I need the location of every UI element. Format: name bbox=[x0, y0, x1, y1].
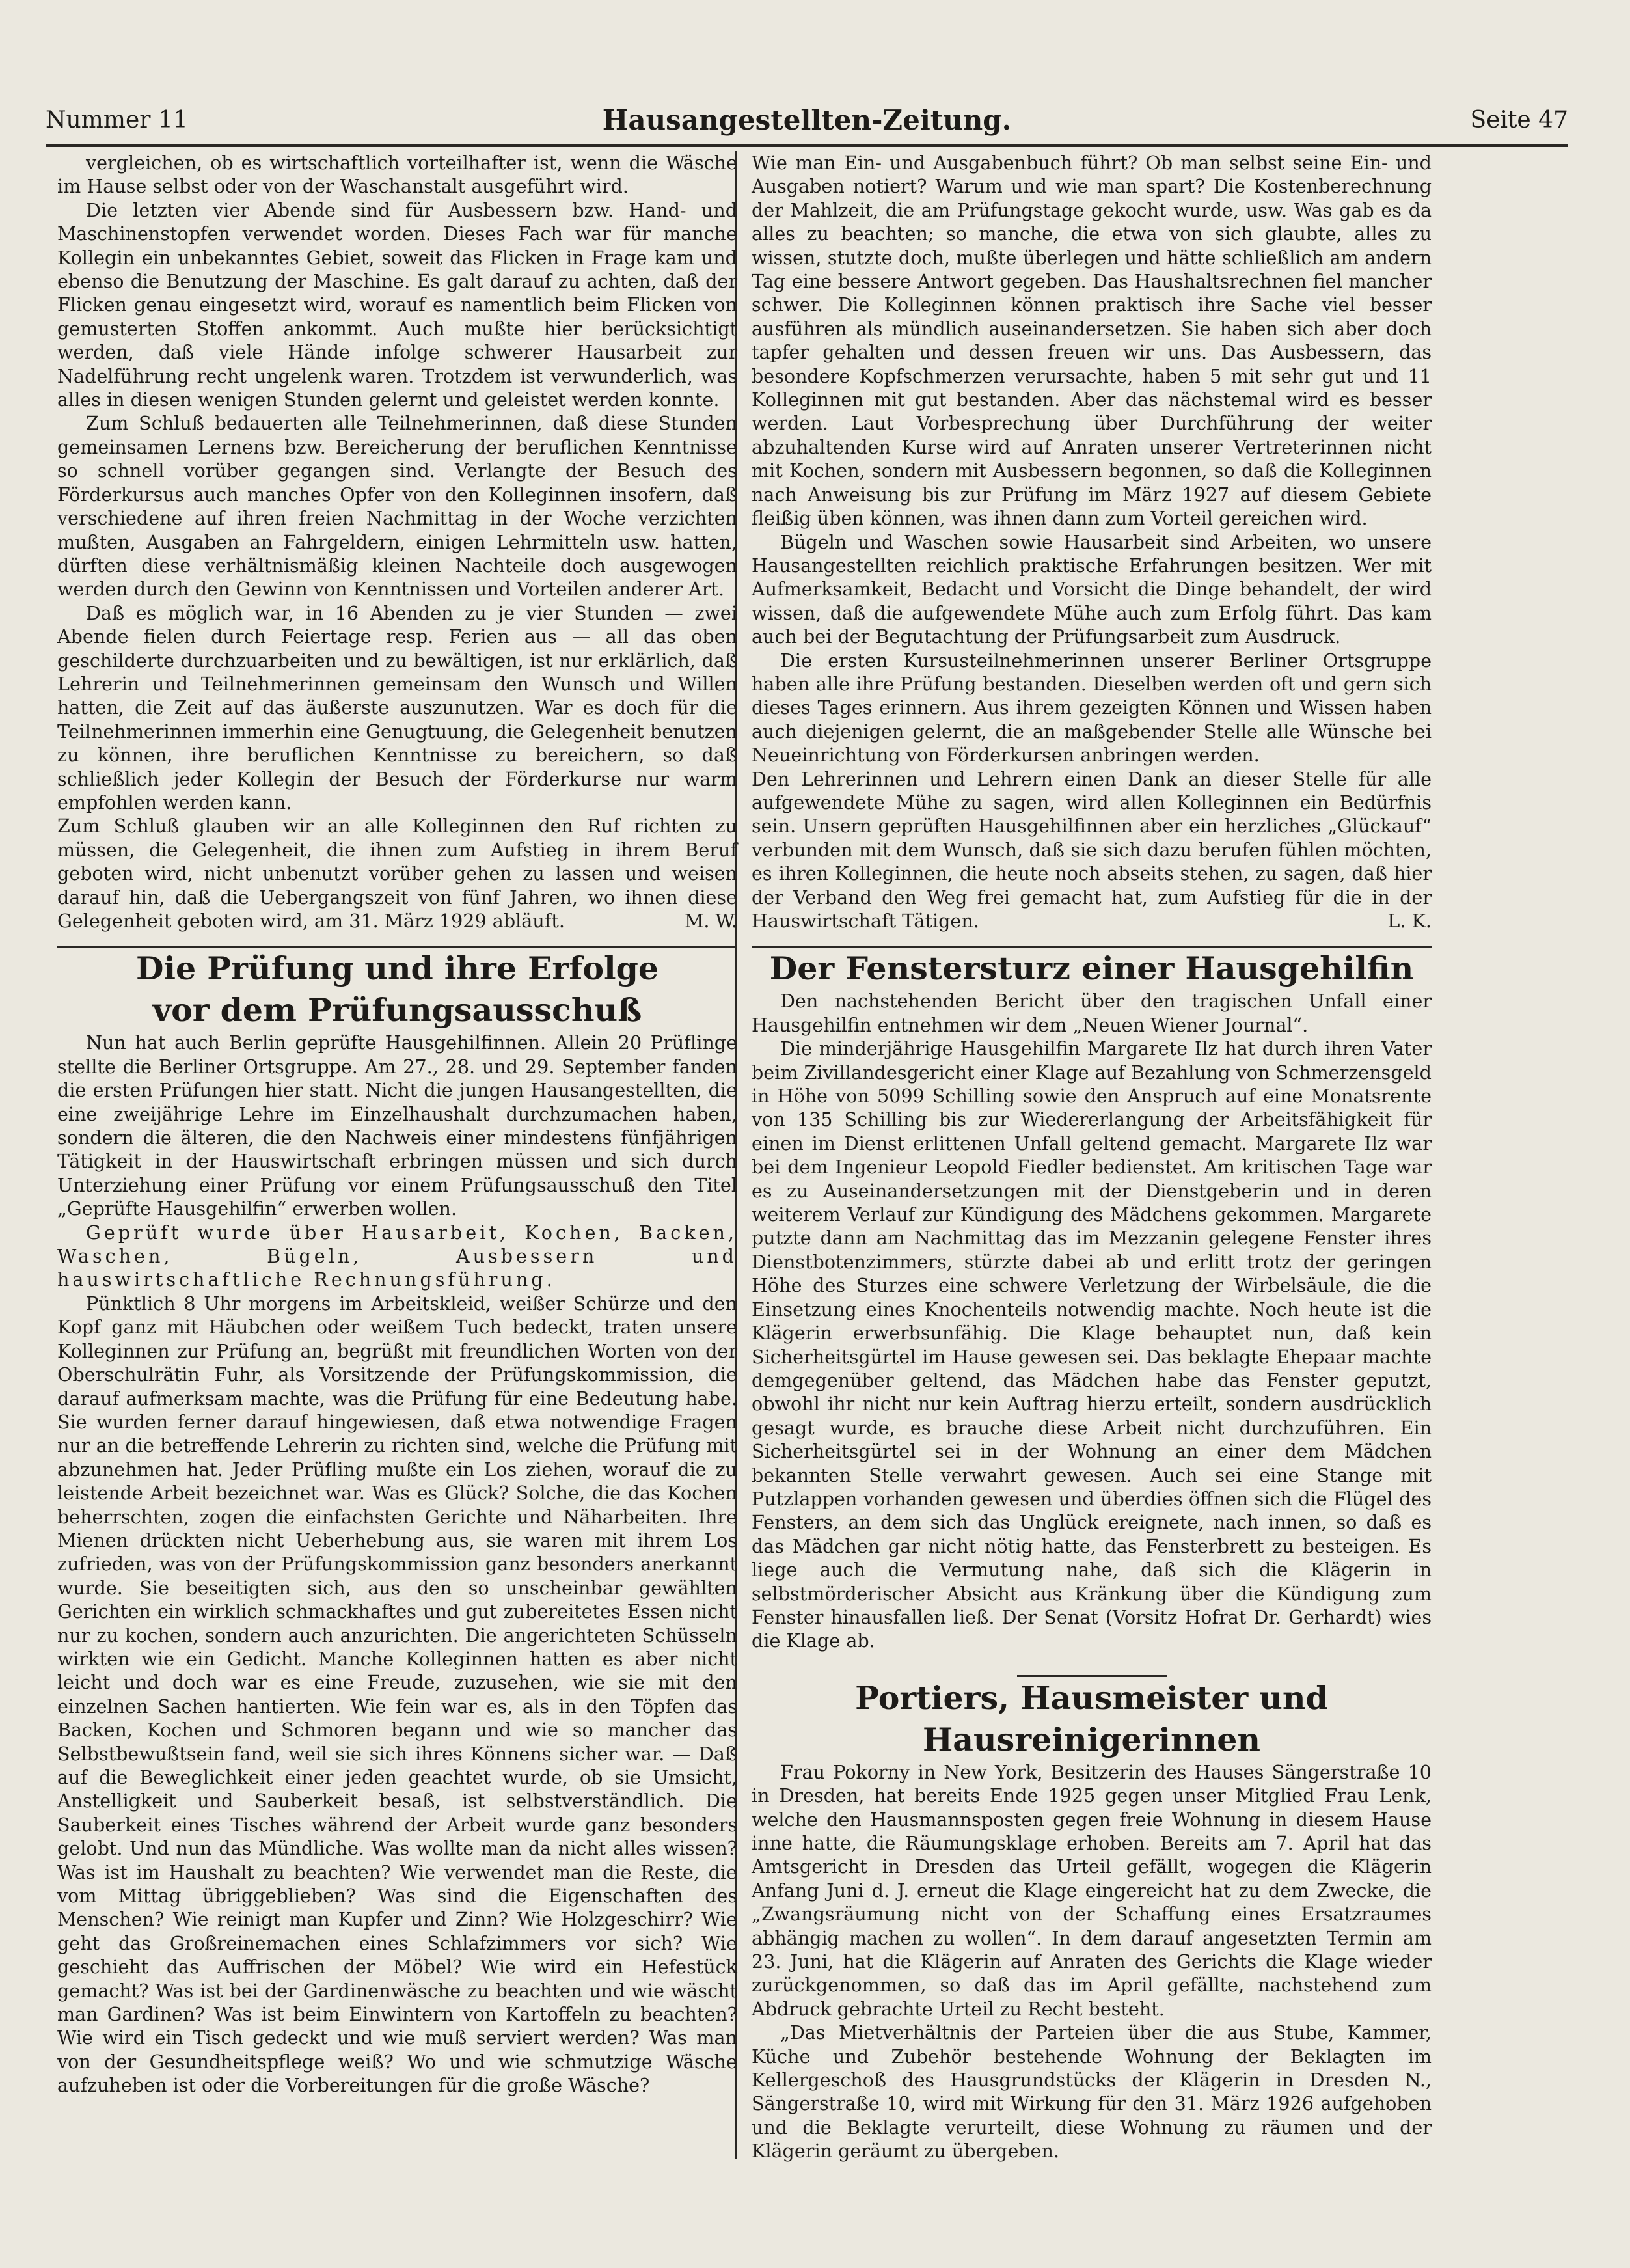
running-head bbox=[46, 104, 1568, 143]
article-headline-line-2: vor dem Prüfungsausschuß bbox=[152, 991, 642, 1030]
closing-text: Zum Schluß glauben wir an alle Kolleginnen den Ruf richten zu müssen, die Gelegenheit, die ihnen zum Aufstieg in ihrem Beruf geboten wird, nicht unbenutzt vorüber gehen zu lassen und weisen darauf hin, daß die Uebergangszeit von fünf Jahren, wo ihnen diese Gelegenheit geboten wird, am 31. März 1929 abläuft. bbox=[57, 815, 737, 932]
right-column bbox=[752, 151, 1432, 2163]
page-number: Seite 47 bbox=[1470, 107, 1568, 133]
paragraph: Den nachstehenden Bericht über den tragischen Unfall einer Hausgehilfin entnehmen wir dem „Neuen Wiener Journal“. bbox=[752, 990, 1432, 1036]
paragraph: Zum Schluß bedauerten alle Teilnehmerinnen, daß diese Stunden gemeinsamen Lernens bzw. Bereicherung der beruflichen Kenntnisse so schnell vorüber gegangen sind. Verlangte der Besuch des Förderkursus auch manches Opfer von den Kolleginnen insofern, daß verschiedene auf ihren freien Nachmittag in der Woche verzichten mußten, Ausgaben an Fahrgeldern, einigen Lehrmitteln usw. hatten, dürften diese verhältnismäßig kleinen Nachteile doch ausgewogen werden durch den Gewinn von Kenntnissen und Vorteilen anderer Art. bbox=[57, 412, 737, 601]
issue-number: Nummer 11 bbox=[46, 107, 188, 133]
paragraph: Frau Pokorny in New York, Besitzerin des Hauses Sängerstraße 10 in Dresden, hat bereits Ende 1925 gegen unser Mitglied Frau Lenk, welche den Hausmannsposten gegen freie Wohnung in diesem Hause inne hatte, die Räumungsklage erhoben. Bereits am 7. April hat das Amtsgericht in Dresden das Urteil gefällt, wogegen die Klägerin Anfang Juni d. J. erneut die Klage eingereicht hat zu dem Zwecke, die „Zwangsräumung nicht von der Schaffung eines Ersatzraumes abhängig machen zu wollen“. In dem darauf angesetzten Termin am 23. Juni, hat die Klägerin auf Anraten des Gerichts die Klage wieder zurückgenommen, so daß das im April gefällte, nachstehend zum Abdruck gebrachte Urteil zu Recht besteht. bbox=[752, 1760, 1432, 2020]
thanks-text: Den Lehrerinnen und Lehrern einen Dank an dieser Stelle für alle aufgewendete Mühe zu sagen, wird allen Kolleginnen ein Bedürfnis sein. Unsern geprüften Hausgehilfinnen aber ein herzliches „Glückauf“ verbunden mit dem Wunsch, daß sie sich dazu berufen fühlen möchten, es ihren Kolleginnen, die heute noch abseits stehen, zu sagen, daß hier der Verband den Weg frei gemacht hat, zum Aufstieg für die in der Hauswirtschaft Tätigen. bbox=[752, 767, 1432, 932]
article-headline-line-1: Die Prüfung und ihre Erfolge bbox=[135, 950, 659, 988]
paragraph: Bügeln und Waschen sowie Hausarbeit sind Arbeiten, wo unsere Hausangestellten reichlich praktische Erfahrungen besitzen. Wer mit Aufmerksamkeit, Bedacht und Vorsicht die Dinge behandelt, der wird wissen, daß die aufgewendete Mühe auch zum Erfolg führt. Das kam auch bei der Begutachtung der Prüfungsarbeit zum Ausdruck. bbox=[752, 530, 1432, 648]
paragraph: Die ersten Kursusteilnehmerinnen unserer Berliner Ortsgruppe haben alle ihre Prüfung bestanden. Dieselben werden oft und gern sich dieses Tages erinnern. Aus ihrem gezeigten Können und Wissen haben auch diejenigen gelernt, die an maßgebender Stelle alle Wünsche bei Neueinrichtung von Förderkursen anbringen werden. bbox=[752, 649, 1432, 767]
article-headline: Der Fenstersturz einer Hausgehilfin bbox=[769, 950, 1414, 988]
paragraph: Daß es möglich war, in 16 Abenden zu je vier Stunden — zwei Abende fielen durch Feiertage resp. Ferien aus — all das oben geschilderte durchzuarbeiten und zu bewältigen, ist nur erklärlich, daß Lehrerin und Teilnehmerinnen gemeinsam den Wunsch und Willen hatten, die Zeit auf das äußerste auszunutzen. War es doch für die Teilnehmerinnen immerhin eine Genugtuung, die Gelegenheit benutzen zu können, ihre beruflichen Kenntnisse zu bereichern, so daß schließlich jeder Kollegin der Besuch der Förderkurse nur warm empfohlen werden kann. bbox=[57, 601, 737, 813]
thanks-paragraph bbox=[752, 767, 1432, 933]
author-signature: M. W. bbox=[685, 910, 737, 932]
author-signature: L. K. bbox=[1387, 910, 1432, 932]
header-rule bbox=[46, 144, 1568, 147]
newspaper-title: Hausangestellten-Zeitung. bbox=[602, 104, 1012, 136]
paragraph: Die letzten vier Abende sind für Ausbessern bzw. Hand- und Maschinenstopfen verwendet worden. Dieses Fach war für manche Kollegin ein unbekanntes Gebiet, soweit das Flicken in Frage kam und ebenso die Benutzung der Maschine. Es galt darauf zu achten, daß der Flicken genau eingesetzt wird, worauf es namentlich beim Flicken von gemusterten Stoffen ankommt. Auch mußte hier berücksichtigt werden, daß viele Hände infolge schwerer Hausarbeit zur Nadelführung recht ungelenk waren. Trotzdem ist verwunderlich, was alles in diesen wenigen Stunden gelernt und geleistet werden konnte. bbox=[57, 198, 737, 411]
paragraph: Wie man Ein- und Ausgabenbuch führt? Ob man selbst seine Ein- und Ausgaben notiert? Warum und wie man spart? Die Kostenberechnung der Mahlzeit, die am Prüfungstage gekocht wurde, usw. Was gab es da alles zu beachten; so manche, die etwa von sich glaubte, alles zu wissen, stutzte doch, mußte überlegen und hätte schließlich am andern Tag eine bessere Antwort gegeben. Das Haushaltsrechnen fiel mancher schwer. Die Kolleginnen können praktisch ihre Sache viel besser ausführen als mündlich auseinandersetzen. Sie haben sich aber doch tapfer gehalten und dessen freuen wir uns. Das Ausbessern, das besondere Kopfschmerzen verursachte, haben 5 mit sehr gut und 11 Kolleginnen mit gut bestanden. Aber das nächstemal wird es besser werden. Laut Vorbesprechung über Durchführung der weiter abzuhaltenden Kurse wird auf Anraten unserer Vertreterinnen nicht mit Kochen, sondern mit Ausbessern begonnen, so daß die Kolleginnen nach Anweisung bis zur Prüfung im März 1927 auf diesem Gebiete fleißig üben können, was ihnen dann zum Vorteil gereichen wird. bbox=[752, 152, 1432, 530]
paragraph: Die minderjährige Hausgehilfin Margarete Ilz hat durch ihren Vater beim Zivillandesgericht einer Klage auf Bezahlung von Schmerzensgeld in Höhe von 5099 Schilling sowie den Anspruch auf eine Monatsrente von 135 Schilling bis zur Wiedererlangung der Arbeitsfähigkeit für einen im Dienst erlittenen Unfall geltend gemacht. Margarete Ilz war bei dem Ingenieur Leopold Fiedler bedienstet. Am kritischen Tage war es zu Auseinandersetzungen mit der Dienstgeberin und in deren weiterem Verlauf zur Kündigung des Mädchens gekommen. Margarete putzte dann am Nachmittag das im Mezzanin gelegene Fenster ihres Dienstbotenzimmers, stürzte dabei ab und erlitt trotz der geringen Höhe des Sturzes eine schwere Verletzung der Wirbelsäule, die die Einsetzung eines Knochenteils notwendig machte. Noch heute ist die Klägerin erwerbsunfähig. Die Klage behauptet nun, daß kein Sicherheitsgürtel im Hause gewesen sei. Das beklagte Ehepaar machte demgegenüber geltend, das Mädchen habe das Fenster geputzt, obwohl ihr nicht nur kein Auftrag hierzu erteilt, sondern ausdrücklich gesagt wurde, es brauche diese Arbeit nicht durchzuführen. Ein Sicherheitsgürtel sei in der Wohnung an einer dem Mädchen bekannten Stelle verwahrt gewesen. Auch sei eine Stange mit Putzlappen vorhanden gewesen und überdies öffnen sich die Flügel des Fensters, an dem sich das Unglück ereignete, nach innen, so daß es das Mädchen gar nicht nötig hatte, das Fensterbrett zu besteigen. Es liege auch die Vermutung nahe, daß sich die Klägerin in selbstmörderischer Absicht aus Kränkung über die Kündigung zum Fenster hinausfallen ließ. Der Senat (Vorsitz Hofrat Dr. Gerhardt) wies die Klage ab. bbox=[752, 1037, 1432, 1652]
paragraph: Nun hat auch Berlin geprüfte Hausgehilfinnen. Allein 20 Prüflinge stellte die Berliner Ortsgruppe. Am 27., 28. und 29. September fanden die ersten Prüfungen hier statt. Nicht die jungen Hausangestellten, die eine zweijährige Lehre im Einzelhaushalt durchzumachen haben, sondern die älteren, die den Nachweis einer mindestens fünfjährigen Tätigkeit in der Hauswirtschaft erbringen müssen und sich durch Unterziehung einer Prüfung vor einem Prüfungsausschuß den Titel „Geprüfte Hausgehilfin“ erwerben wollen. bbox=[57, 1032, 737, 1220]
paragraph: vergleichen, ob es wirtschaftlich vorteilhafter ist, wenn die Wäsche im Hause selbst oder von der Waschanstalt ausgeführt wird. bbox=[57, 152, 737, 198]
paragraph: Geprüft wurde über Hausarbeit, Kochen, Backen, Waschen, Bügeln, Ausbessern und hauswirtschaftliche Rechnungsführung. bbox=[57, 1221, 737, 1291]
paragraph: „Das Mietverhältnis der Parteien über die aus Stube, Kammer, Küche und Zubehör bestehende Wohnung der Beklagten im Kellergeschoß des Hausgrundstücks der Klägerin in Dresden N., Sängerstraße 10, wird mit Wirkung für den 31. März 1926 aufgehoben und die Beklagte verurteilt, diese Wohnung zu räumen und der Klägerin geräumt zu übergeben. bbox=[752, 2021, 1432, 2163]
left-column bbox=[57, 151, 737, 2097]
paragraph: Pünktlich 8 Uhr morgens im Arbeitskleid, weißer Schürze und den Kopf ganz mit Häubchen oder weißem Tuch bedeckt, traten unsere Kolleginnen zur Prüfung an, begrüßt mit freundlichen Worten von der Oberschulrätin Fuhr, als Vorsitzende der Prüfungskommission, die darauf aufmerksam machte, was die Prüfung für eine Bedeutung habe. Sie wurden ferner darauf hingewiesen, daß etwa notwendige Fragen nur an die betreffende Lehrerin zu richten sind, welche die Prüfung mit abzunehmen hat. Jeder Prüfling mußte ein Los ziehen, worauf die zu leistende Arbeit bezeichnet war. Was es Glück? Solche, die das Kochen beherrschten, zogen die einfachsten Gerichte und Näharbeiten. Ihre Mienen drückten nicht Ueberhebung aus, sie waren mit ihrem Los zufrieden, was von der Prüfungskommission ganz besonders anerkannt wurde. Sie beseitigten sich, aus den so unscheinbar gewählten Gerichten ein wirklich schmackhaftes und gut zubereitetes Essen nicht nur zu kochen, sondern auch anzurichten. Die angerichteten Schüsseln wirkten wie ein Gedicht. Manche Kolleginnen hatten es aber nicht leicht und doch war es eine Freude, zuzusehen, wie sie mit den einzelnen Sachen hantierten. Wie fein war es, als in den Töpfen das Backen, Kochen und Schmoren begann und wie so mancher das Selbstbewußtsein fand, weil sie sich ihres Könnens sicher war. — Daß auf die Beweglichkeit einer jeden geachtet wurde, ob sie Umsicht, Anstelligkeit und Sauberkeit besaß, ist selbstverständlich. Die Sauberkeit eines Tisches während der Arbeit wurde ganz besonders gelobt. Und nun das Mündliche. Was wollte man da nicht alles wissen? Was ist im Haushalt zu beachten? Wie verwendet man die Reste, die vom Mittag übriggeblieben? Was sind die Eigenschaften des Menschen? Wie reinigt man Kupfer und Zinn? Wie Holzgeschirr? Wie geht das Großreinemachen eines Schlafzimmers vor sich? Wie geschieht das Auffrischen der Möbel? Wie wird ein Hefestück gemacht? Was ist bei der Gardinenwäsche zu beachten und wie wäscht man Gardinen? Was ist beim Einwintern von Kartoffeln zu beachten? Wie wird ein Tisch gedeckt und wie muß serviert werden? Was man von der Gesundheitspflege weiß? Wo und wie schmutzige Wäsche aufzuheben ist oder die Vorbereitungen für die große Wäsche? bbox=[57, 1292, 737, 2097]
closing-paragraph bbox=[57, 814, 737, 933]
article-headline: Portiers, Hausmeister und Hausreinigerinnen bbox=[855, 1678, 1328, 1758]
